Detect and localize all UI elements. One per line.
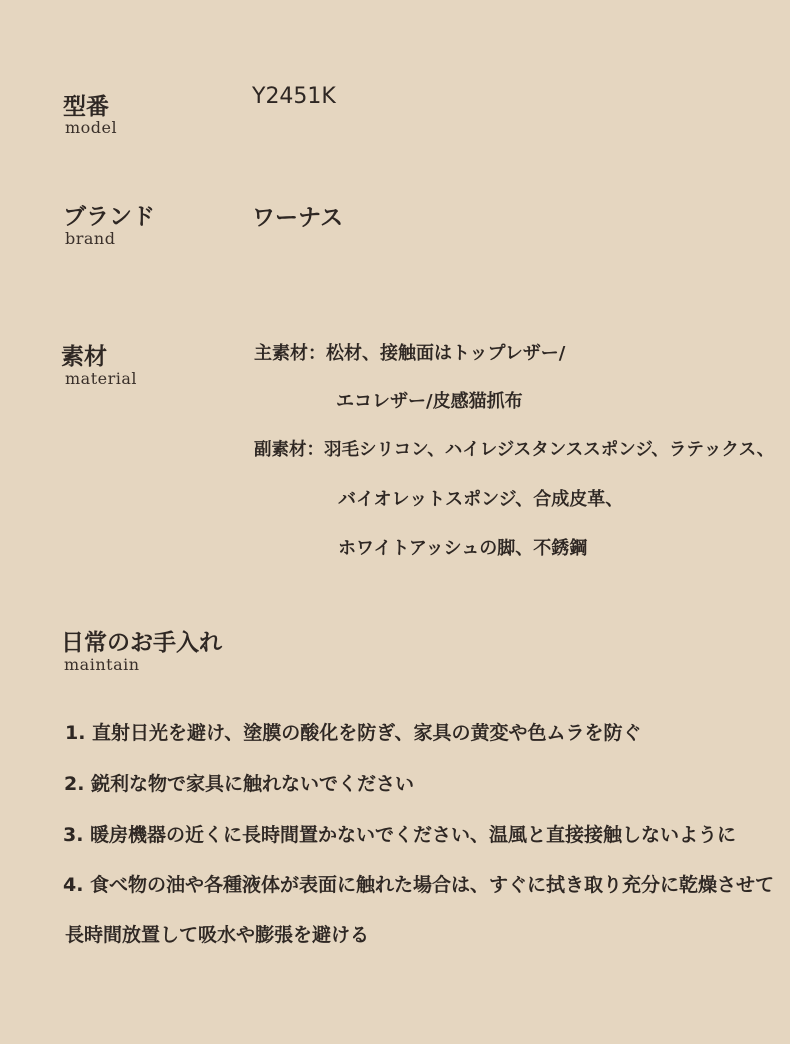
material-line: 副素材：羽毛シリコン、ハイレジスタンススポンジ、ラテックス、 (254, 440, 775, 460)
care-item: 3. 暖房機器の近くに長時間置かないでください、温風と直接接触しないように (63, 824, 737, 846)
material-line: エコレザー/皮感猫抓布 (336, 391, 523, 412)
material-line: ホワイトアッシュの脚、不銹鋼 (338, 538, 588, 559)
material-label-en: material (65, 369, 138, 388)
brand-label: ブランド (63, 204, 155, 230)
material-line: バイオレットスポンジ、合成皮革、 (338, 489, 624, 510)
care-item: 4. 食べ物の油や各種液体が表面に触れた場合は、すぐに拭き取り充分に乾燥させて (63, 874, 775, 896)
care-item: 1. 直射日光を避け、塗膜の酸化を防ぎ、家具の黄変や色ムラを防ぐ (65, 722, 642, 744)
model-label-en: model (65, 118, 118, 137)
model-value: Y2451K (252, 84, 336, 109)
material-label: 素材 (61, 344, 107, 370)
material-line: 主素材：松材、接触面はトップレザー/ (254, 343, 566, 364)
care-item: 2. 鋭利な物で家具に触れないでください (64, 773, 415, 795)
brand-value: ワーナス (252, 205, 344, 231)
brand-label-en: brand (65, 229, 116, 248)
model-label: 型番 (63, 94, 109, 120)
care-item: 長時間放置して吸水や膨張を避ける (65, 924, 370, 946)
care-label: 日常のお手入れ (61, 630, 222, 656)
care-label-en: maintain (64, 655, 140, 674)
